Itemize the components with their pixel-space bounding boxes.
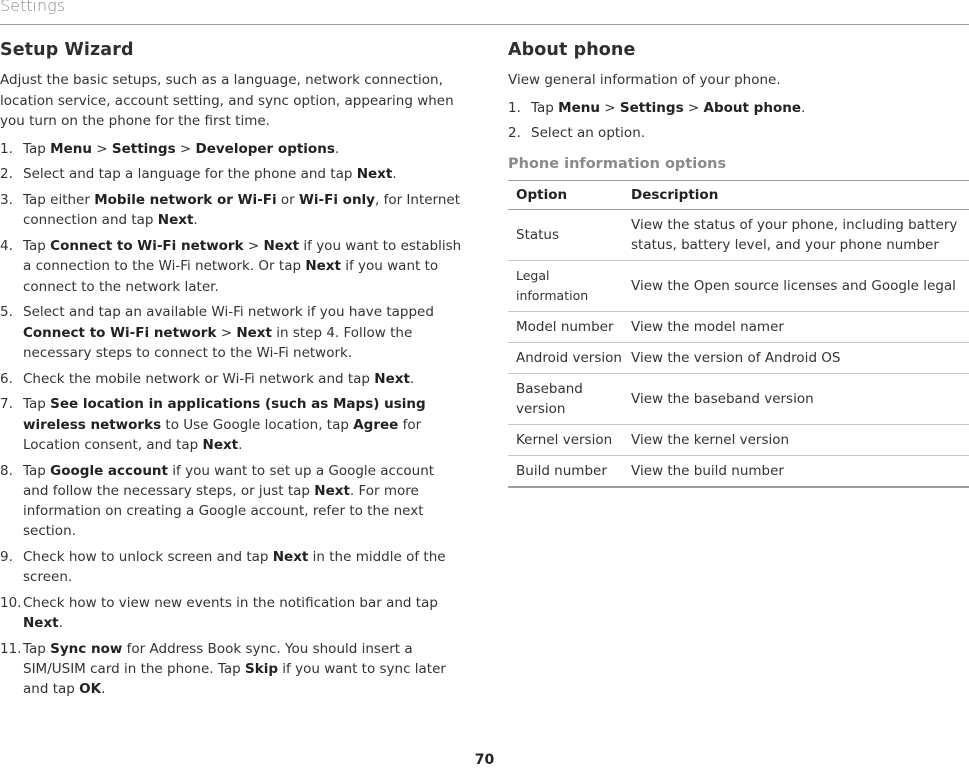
step-text: or	[276, 192, 299, 209]
step-text: Tap	[531, 99, 559, 116]
step-text: if you want to set up a Google account and follow the necessary steps, or just tap	[23, 462, 435, 499]
table-header-row	[508, 180, 969, 209]
list-item	[0, 639, 462, 700]
phone-info-table	[508, 180, 969, 488]
setup-wizard-title: Setup Wizard	[0, 40, 134, 60]
setup-wizard-section	[0, 40, 462, 700]
step-emphasis: Next	[314, 482, 350, 499]
list-item	[508, 123, 969, 143]
step-emphasis: Next	[236, 324, 272, 341]
step-emphasis: Agree	[353, 416, 399, 433]
phone-info-subtitle: Phone information options	[508, 155, 727, 172]
page-number: 70	[474, 752, 495, 768]
step-number: 9.	[0, 548, 13, 565]
list-item	[0, 461, 462, 542]
step-emphasis: Next	[157, 212, 194, 229]
step-text: Tap	[23, 396, 51, 413]
table-row	[508, 373, 969, 424]
step-text: , for Internet connection and tap	[23, 192, 461, 229]
header-title: Settings	[0, 0, 66, 15]
list-item	[0, 236, 462, 297]
option-column-header: Option	[508, 180, 623, 209]
step-emphasis: Next	[374, 370, 410, 387]
step-text: Check how to view new events in the notification bar and tap	[23, 594, 438, 611]
description-cell: View the status of your phone, including battery status, battery level, and your phone number	[623, 209, 969, 260]
list-item	[0, 547, 462, 587]
step-emphasis: Connect to Wi-Fi network	[50, 238, 244, 255]
option-cell: Status	[508, 209, 623, 260]
about-phone-section	[508, 40, 969, 488]
step-text: in step 4. Follow the necessary steps to connect to the Wi-Fi network.	[23, 324, 413, 361]
step-number: 10.	[0, 594, 22, 611]
step-number: 1.	[508, 99, 521, 116]
step-text: for Address Book sync. You should insert a SIM/USIM card in the phone. Tap	[23, 640, 413, 678]
step-emphasis: Connect to Wi-Fi network	[23, 324, 217, 341]
step-text: .	[58, 615, 63, 632]
step-number: 6.	[0, 370, 13, 387]
description-cell: View the build number	[623, 455, 969, 487]
option-cell: Kernel version	[508, 424, 623, 455]
step-number: 2.	[0, 166, 13, 183]
description-cell: View the model namer	[623, 311, 969, 342]
step-text: >	[175, 140, 196, 157]
step-text: Tap	[23, 640, 51, 657]
step-text: for Location consent, and tap	[23, 416, 422, 453]
table-row	[508, 342, 969, 373]
step-emphasis: Wi-Fi only	[299, 192, 375, 209]
step-text: to Use Google location, tap	[161, 416, 354, 433]
step-emphasis: Next	[263, 238, 300, 255]
step-emphasis: Menu	[558, 99, 600, 116]
step-emphasis: OK	[79, 681, 102, 698]
option-cell: Baseband version	[508, 373, 623, 424]
step-number: 2.	[508, 125, 521, 142]
step-emphasis: Sync now	[50, 640, 123, 657]
list-item	[0, 302, 462, 363]
step-text: Tap	[23, 238, 51, 255]
step-text: if you want to sync later and tap	[23, 661, 446, 698]
step-emphasis: Next	[305, 258, 341, 275]
step-emphasis: Next	[356, 166, 393, 183]
step-text: Tap either	[23, 192, 95, 209]
table-row	[508, 260, 969, 311]
step-text: .	[800, 99, 806, 116]
page-header	[0, 0, 969, 25]
option-cell: Android version	[508, 342, 623, 373]
step-text: >	[91, 140, 112, 157]
about-phone-steps	[508, 98, 969, 144]
step-emphasis: Developer options	[195, 140, 335, 157]
step-text: .	[101, 681, 106, 698]
step-text: Select an option.	[531, 125, 646, 142]
step-text: . For more information on creating a Google account, refer to the next section.	[23, 482, 424, 540]
step-text: if you want to connect to the network later.	[23, 258, 439, 295]
description-cell: View the Open source licenses and Google legal	[623, 260, 969, 311]
list-item	[0, 593, 462, 633]
step-number: 7.	[0, 396, 13, 413]
step-emphasis: Settings	[619, 99, 684, 116]
step-text: >	[683, 99, 704, 116]
description-cell: View the version of Android OS	[623, 342, 969, 373]
step-emphasis: About phone	[703, 99, 801, 116]
step-text: .	[193, 212, 198, 229]
table-row	[508, 209, 969, 260]
option-cell: Legal information	[508, 260, 623, 311]
step-emphasis: Next	[23, 615, 59, 632]
list-item	[0, 164, 462, 184]
setup-wizard-steps	[0, 139, 462, 700]
step-text: if you want to establish a connection to the Wi-Fi network. Or tap	[23, 238, 462, 275]
option-cell: Model number	[508, 311, 623, 342]
step-emphasis: Google account	[50, 462, 168, 479]
list-item	[0, 139, 462, 159]
option-cell: Build number	[508, 455, 623, 487]
step-text: >	[216, 324, 237, 341]
step-text: .	[409, 370, 415, 387]
description-column-header: Description	[623, 180, 969, 209]
step-text: Select and tap a language for the phone and tap	[23, 166, 357, 183]
step-text: in the middle of the screen.	[23, 548, 446, 586]
step-text: >	[243, 238, 264, 255]
step-text: Check the mobile network or Wi-Fi network and tap	[23, 370, 375, 387]
step-number: 1.	[0, 140, 13, 157]
description-cell: View the kernel version	[623, 424, 969, 455]
step-text: >	[599, 99, 620, 116]
step-emphasis: Menu	[50, 140, 92, 157]
step-number: 4.	[0, 238, 13, 255]
setup-wizard-intro: Adjust the basic setups, such as a language, network connection, location service, account setting, and sync option, appearing when you turn on the phone for the first time.	[0, 72, 454, 129]
step-number: 3.	[0, 192, 13, 209]
about-phone-title: About phone	[508, 40, 636, 60]
step-emphasis: Next	[202, 436, 239, 453]
table-row	[508, 455, 969, 487]
step-number: 5.	[0, 304, 13, 321]
step-emphasis: Settings	[111, 140, 176, 157]
step-text: Select and tap an available Wi-Fi network if you have tapped	[23, 304, 434, 321]
step-emphasis: Next	[272, 548, 309, 565]
step-text: .	[238, 436, 243, 453]
description-cell: View the baseband version	[623, 373, 969, 424]
step-emphasis: Skip	[245, 661, 279, 678]
step-emphasis: See location in applications (such as Maps) using wireless networks	[23, 396, 426, 433]
step-text: .	[392, 166, 397, 183]
list-item	[508, 98, 969, 118]
list-item	[0, 369, 462, 389]
step-number: 8.	[0, 462, 13, 479]
step-text: .	[334, 140, 340, 157]
table-row	[508, 424, 969, 455]
list-item	[0, 190, 462, 230]
step-text: Check how to unlock screen and tap	[23, 548, 273, 565]
list-item	[0, 394, 462, 455]
step-number: 11.	[0, 640, 22, 657]
step-emphasis: Mobile network or Wi-Fi	[94, 192, 277, 209]
table-row	[508, 311, 969, 342]
step-text: Tap	[23, 462, 51, 479]
about-phone-intro: View general information of your phone.	[508, 72, 781, 88]
step-text: Tap	[23, 140, 51, 157]
